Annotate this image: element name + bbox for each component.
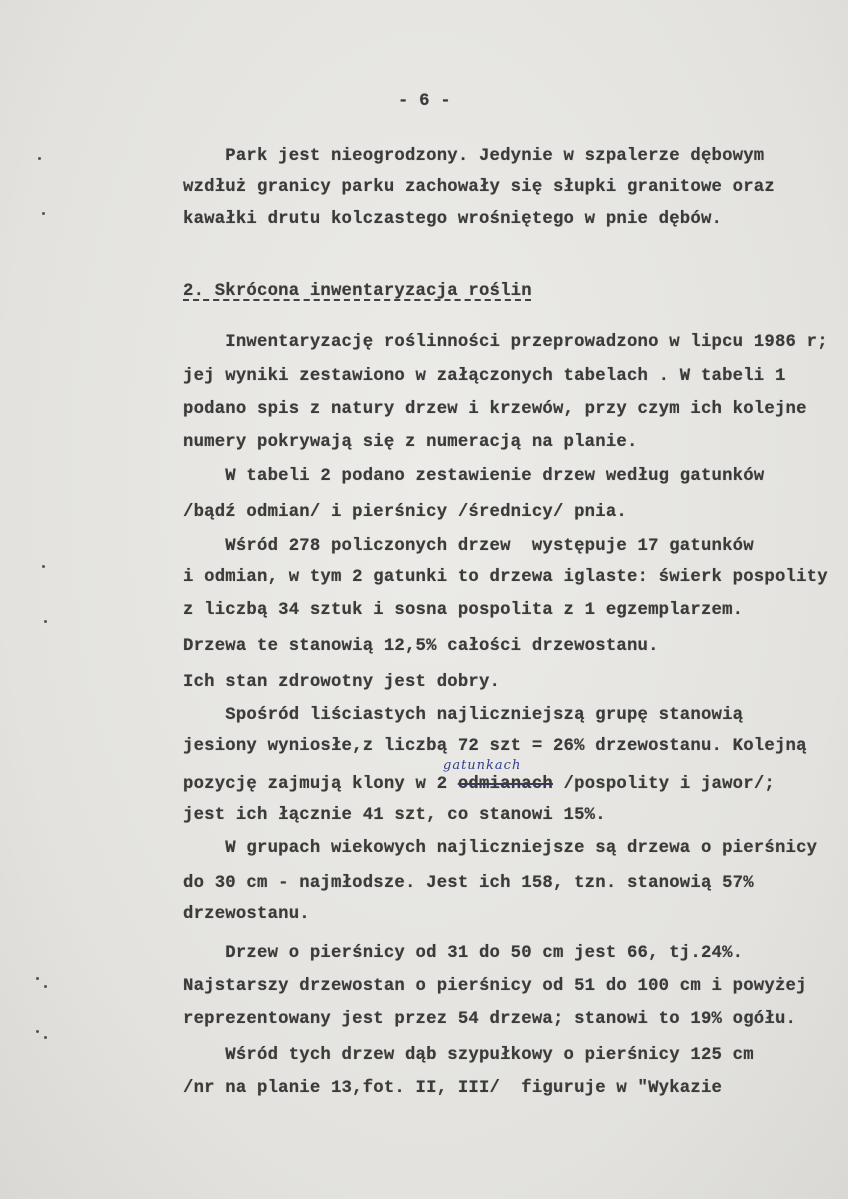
- text-line: /bądź odmian/ i pierśnicy /średnicy/ pnia.: [183, 503, 627, 522]
- handwritten-correction: gatunkach: [443, 758, 522, 773]
- text-line: jej wyniki zestawiono w załączonych tabelach . W tabeli 1: [183, 367, 786, 386]
- margin-speck: [44, 620, 47, 623]
- text-line: i odmian, w tym 2 gatunki to drzewa iglaste: świerk pospolity: [183, 568, 828, 587]
- margin-speck: [42, 565, 45, 568]
- margin-speck: [36, 977, 39, 980]
- text-line: reprezentowany jest przez 54 drzewa; stanowi to 19% ogółu.: [183, 1010, 797, 1029]
- page-number: - 6 -: [398, 92, 451, 111]
- text-line: W grupach wiekowych najliczniejsze są drzewa o pierśnicy: [183, 839, 818, 858]
- text-line: Spośród liściastych najliczniejszą grupę stanowią: [183, 706, 744, 725]
- text-line: jest ich łącznie 41 szt, co stanowi 15%.: [183, 806, 606, 825]
- margin-speck: [38, 157, 41, 160]
- text-line: jesiony wyniosłe,z liczbą 72 szt = 26% drzewostanu. Kolejną: [183, 737, 807, 756]
- text-line: z liczbą 34 sztuk i sosna pospolita z 1 egzemplarzem.: [183, 601, 744, 620]
- correction-after: /pospolity i jawor/;: [552, 775, 775, 794]
- text-line: Ich stan zdrowotny jest dobry.: [183, 673, 501, 692]
- text-line: Drzewa te stanowią 12,5% całości drzewostanu.: [183, 637, 659, 656]
- text-line: Inwentaryzację roślinności przeprowadzono w lipcu 1986 r;: [183, 333, 828, 352]
- text-line: W tabeli 2 podano zestawienie drzew według gatunków: [183, 467, 765, 486]
- text-line: wzdłuż granicy parku zachowały się słupki granitowe oraz: [183, 178, 775, 197]
- text-line: Najstarszy drzewostan o pierśnicy od 51 do 100 cm i powyżej: [183, 977, 807, 996]
- margin-speck: [42, 212, 45, 215]
- text-line-correction: [183, 775, 775, 795]
- correction-before: pozycję zajmują klony w 2: [183, 775, 458, 794]
- margin-speck: [44, 985, 47, 988]
- margin-speck: [36, 1030, 39, 1033]
- text-line: /nr na planie 13,fot. II, III/ figuruje w "Wykazie: [183, 1079, 723, 1098]
- text-line: Drzew o pierśnicy od 31 do 50 cm jest 66, tj.24%.: [183, 944, 744, 963]
- text-line: drzewostanu.: [183, 905, 310, 924]
- text-line: numery pokrywają się z numeracją na planie.: [183, 433, 638, 452]
- text-line: kawałki drutu kolczastego wrośniętego w pnie dębów.: [183, 210, 723, 229]
- text-line: do 30 cm - najmłodsze. Jest ich 158, tzn. stanowią 57%: [183, 874, 754, 893]
- section-heading: 2. Skrócona inwentaryzacja roślin: [183, 282, 532, 301]
- text-line: Wśród tych drzew dąb szypułkowy o pierśnicy 125 cm: [183, 1046, 754, 1065]
- text-line: Park jest nieogrodzony. Jedynie w szpalerze dębowym: [183, 147, 765, 166]
- struck-word: odmianach: [457, 775, 553, 794]
- margin-speck: [44, 1036, 47, 1039]
- text-line: podano spis z natury drzew i krzewów, przy czym ich kolejne: [183, 400, 807, 419]
- text-line: Wśród 278 policzonych drzew występuje 17 gatunków: [183, 537, 754, 556]
